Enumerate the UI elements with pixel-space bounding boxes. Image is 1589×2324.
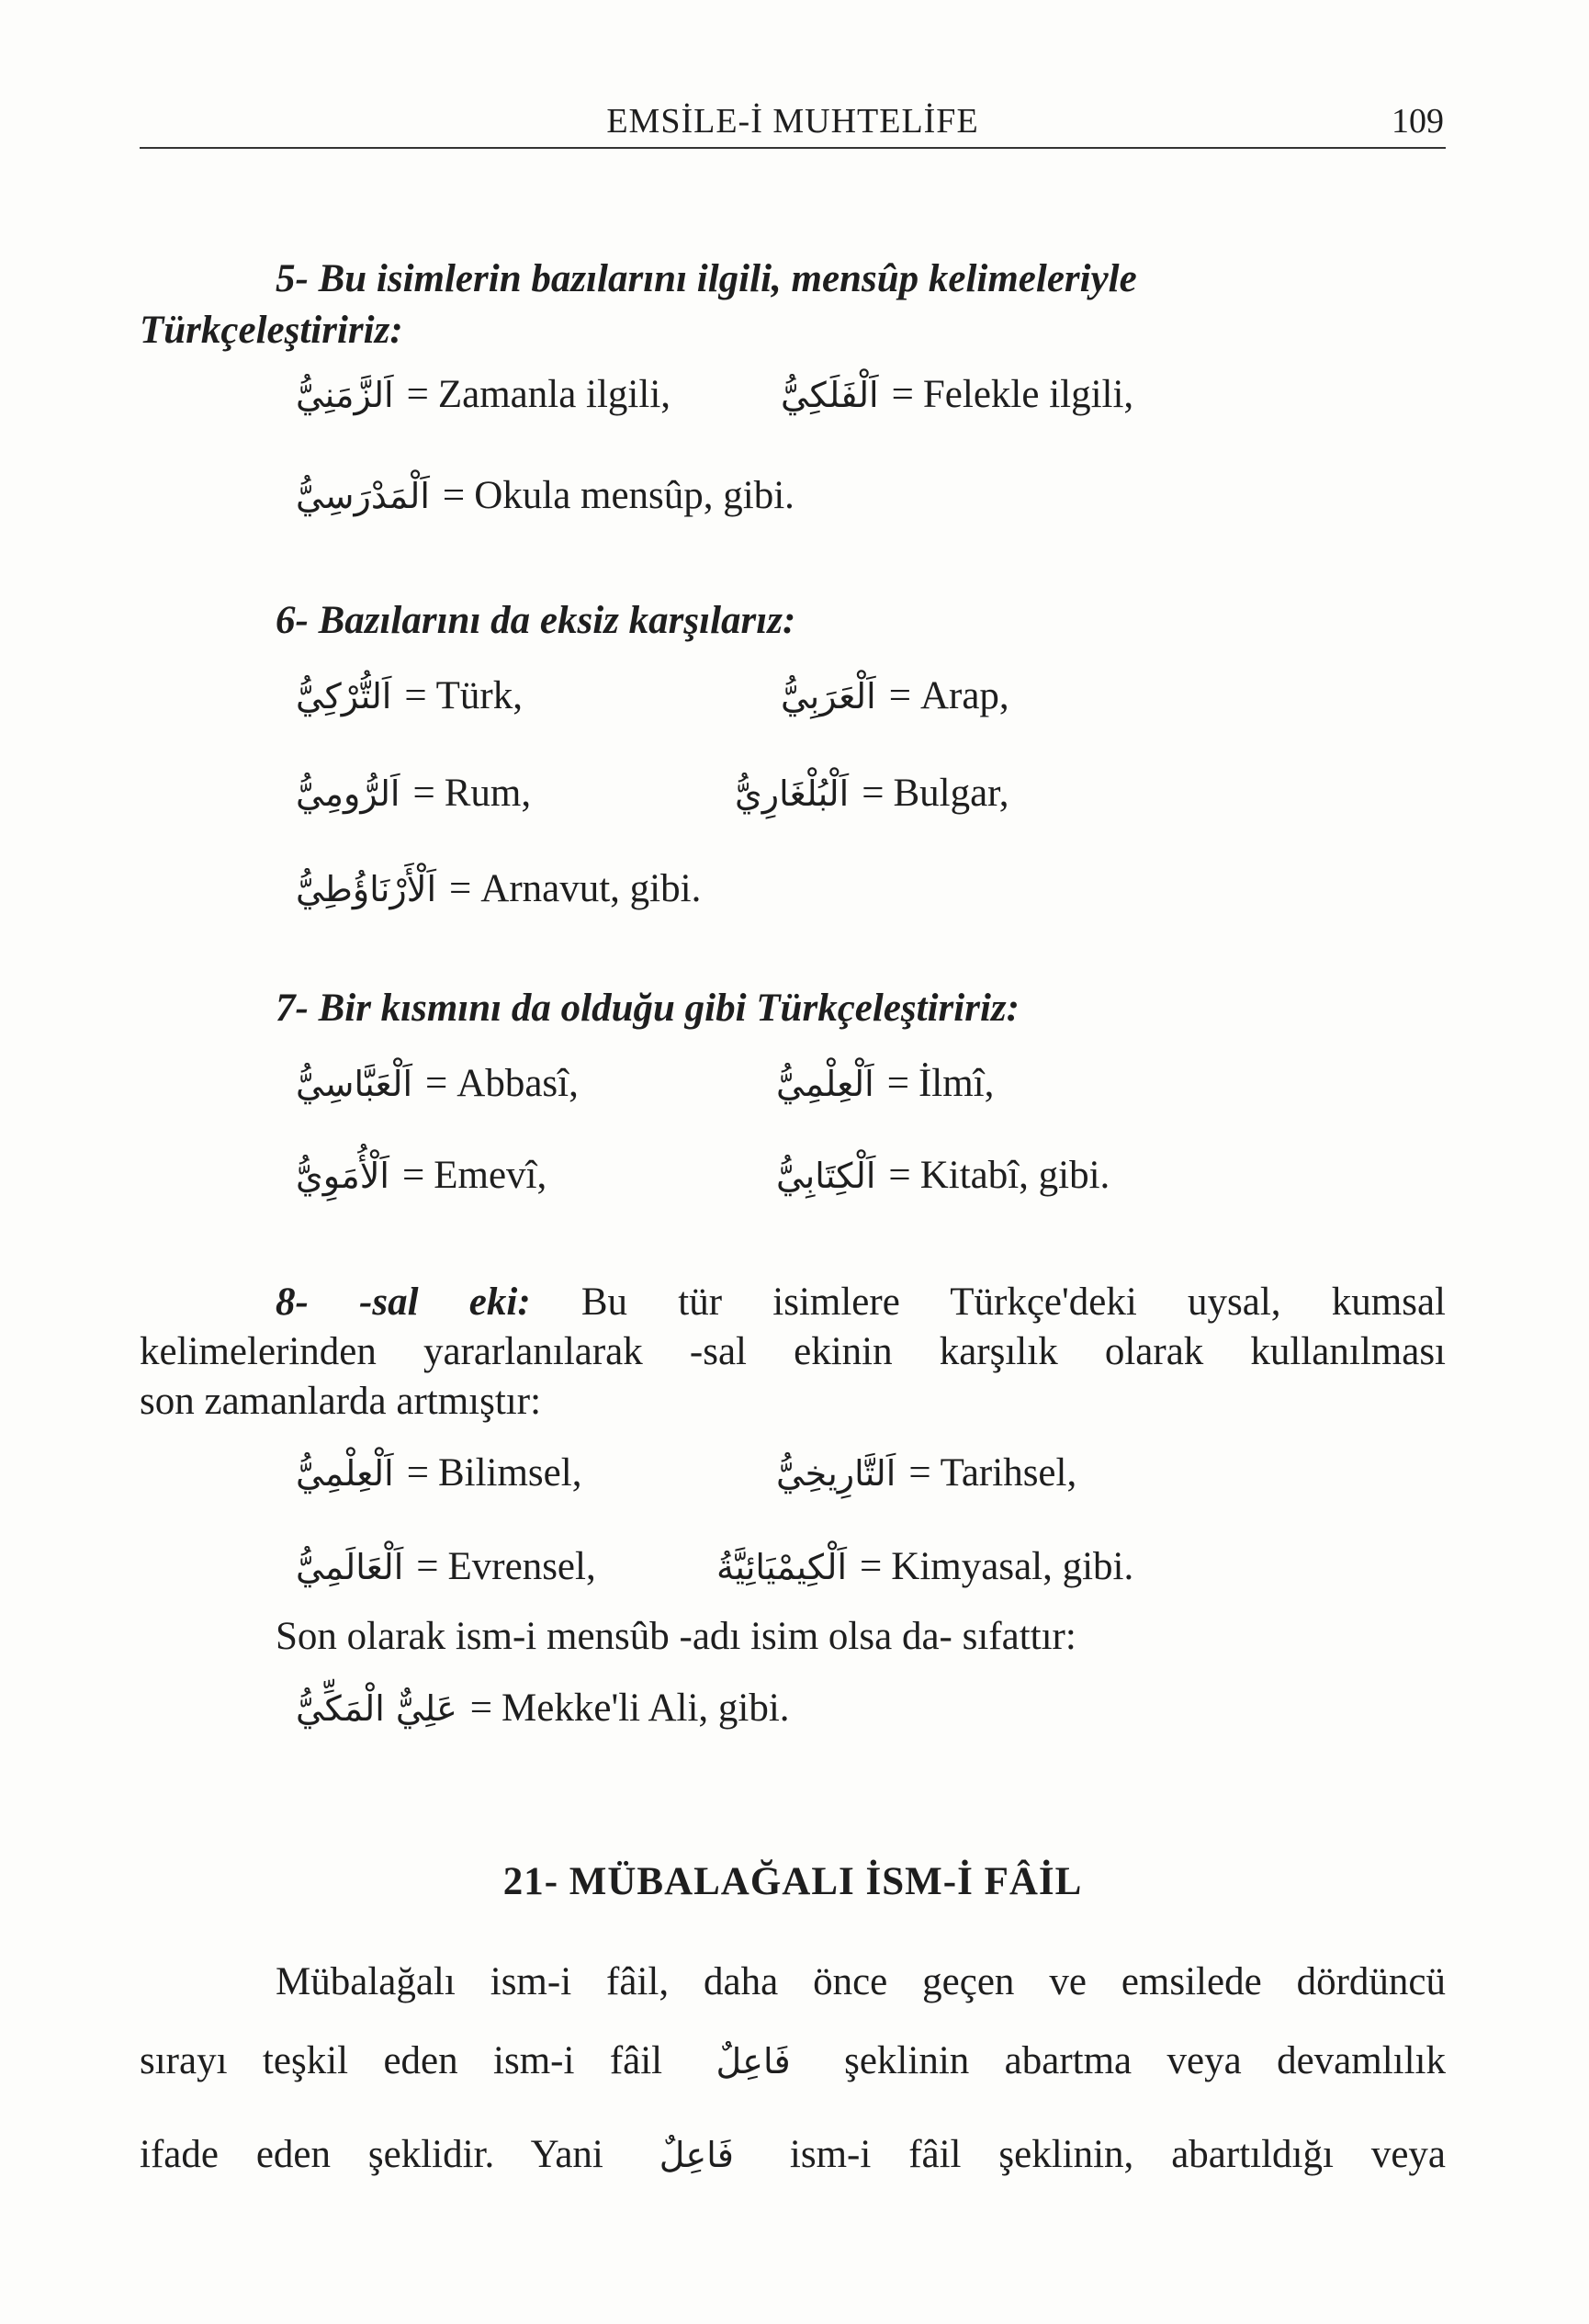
turkish-meaning: Zamanla ilgili, [437, 373, 671, 416]
arabic-word: اَلْكِيمْيَائِيَّةُ [716, 1547, 848, 1587]
section8-label: 8- -sal eki: [276, 1280, 531, 1324]
turkish-meaning: Türk, [435, 674, 523, 717]
running-header [140, 99, 1446, 149]
turkish-meaning: Abbasî, [456, 1062, 579, 1105]
equals-sign: = [449, 867, 472, 910]
para-text: ism-i fâil şeklinin, abartıldığı veya [789, 2133, 1447, 2176]
para-text: şeklinin abartma veya devamlılık [844, 2039, 1446, 2082]
section8-entry [716, 1540, 1133, 1595]
turkish-meaning: Emevî, [434, 1154, 547, 1197]
section6-entry [296, 669, 523, 724]
section8-line1-text: Bu tür isimlere Türkçe'deki uysal, kumsal [580, 1280, 1446, 1324]
section8-line2: kelimelerinden yararlanılarak -sal ekinin karşılık olarak kullanılması [140, 1330, 1446, 1373]
section8-entry [296, 1446, 581, 1501]
section6-entry [735, 766, 1009, 821]
arabic-word: اَلزَّمَنِيُّ [296, 375, 394, 415]
turkish-meaning: Bilimsel, [437, 1451, 582, 1495]
turkish-meaning: İlmî, [918, 1062, 995, 1105]
arabic-word: اَلْعِلْمِيُّ [776, 1064, 874, 1104]
arabic-word: عَلِيٌّ الْمَكِّيُّ [296, 1688, 457, 1729]
section5-entry [296, 367, 671, 423]
section8-line1 [276, 1279, 1446, 1326]
section7-heading: 7- Bir kısmını da olduğu gibi Türkçeleştiririz: [276, 987, 1020, 1030]
turkish-meaning: Kitabî, gibi. [919, 1154, 1110, 1197]
equals-sign: = [886, 1062, 909, 1105]
para-text: ifade eden şeklidir. Yani [140, 2133, 603, 2176]
equals-sign: = [862, 772, 885, 815]
turkish-meaning: Bulgar, [893, 772, 1009, 815]
section21-para-line3 [140, 2131, 1446, 2179]
section7-entry [776, 1148, 1110, 1203]
equals-sign: = [891, 373, 914, 416]
arabic-word: اَلتُّرْكِيُّ [296, 676, 392, 716]
turkish-meaning: Felekle ilgili, [922, 373, 1134, 416]
section5-heading-line2: Türkçeleştiririz: [140, 309, 403, 352]
arabic-word: اَلْعِلْمِيُّ [296, 1453, 394, 1494]
section7-entry [296, 1056, 579, 1111]
page-number: 109 [1392, 102, 1444, 141]
equals-sign: = [860, 1545, 883, 1588]
section21-para-line1: Mübalağalı ism-i fâil, daha önce geçen ve emsilede dördüncü [276, 1960, 1446, 2003]
equals-sign: = [412, 772, 435, 815]
arabic-word: اَلْكِتَابِيُّ [776, 1156, 876, 1196]
turkish-meaning: Okula mensûp, gibi. [474, 474, 794, 517]
arabic-word: اَلْبُلْغَارِيُّ [735, 773, 850, 814]
equals-sign: = [908, 1451, 931, 1495]
para-text: sırayı teşkil eden ism-i fâil [140, 2039, 663, 2082]
turkish-meaning: Rum, [444, 772, 532, 815]
section21-heading: 21- MÜBALAĞALI İSM-İ FÂİL [502, 1860, 1083, 1903]
equals-sign: = [416, 1545, 439, 1588]
turkish-meaning: Kimyasal, gibi. [891, 1545, 1134, 1588]
section8-entry [296, 1540, 596, 1595]
arabic-word: اَلْعَالَمِيُّ [296, 1547, 404, 1587]
equals-sign: = [888, 1154, 911, 1197]
section21-para-line2 [140, 2037, 1446, 2085]
arabic-word: اَلْأُمَوِيُّ [296, 1156, 389, 1196]
turkish-meaning: Tarihsel, [940, 1451, 1077, 1495]
section6-entry [781, 669, 1009, 724]
equals-sign: = [406, 373, 429, 416]
section8-line3: son zamanlarda artmıştır: [140, 1380, 542, 1423]
arabic-word: اَلْأَرْنَاؤُطِيُّ [296, 869, 437, 909]
section6-entry [296, 766, 531, 821]
section8-example [296, 1681, 790, 1736]
equals-sign: = [425, 1062, 448, 1105]
section5-entry [781, 367, 1133, 423]
section5-heading-line1: 5- Bu isimlerin bazılarını ilgili, mensûp kelimeleriyle [276, 257, 1137, 300]
arabic-word: فَاعِلٌ [716, 2041, 791, 2081]
arabic-word: اَلرُّومِيُّ [296, 773, 400, 814]
section6-entry [296, 862, 701, 917]
turkish-meaning: Arap, [919, 674, 1009, 717]
arabic-word: اَلْعَبَّاسِيُّ [296, 1064, 413, 1104]
arabic-word: فَاعِلٌ [659, 2135, 734, 2175]
header-title: EMSİLE-İ MUHTELİFE [606, 102, 979, 141]
turkish-meaning: Mekke'li Ali, gibi. [501, 1687, 790, 1730]
section8-note: Son olarak ism-i mensûb -adı isim olsa da- sıfattır: [276, 1615, 1076, 1658]
section8-entry [776, 1446, 1076, 1501]
arabic-word: اَلْفَلَكِيُّ [781, 375, 879, 415]
equals-sign: = [442, 474, 466, 517]
equals-sign: = [406, 1451, 429, 1495]
arabic-word: اَلْعَرَبِيُّ [781, 676, 876, 716]
equals-sign: = [469, 1687, 493, 1730]
section6-heading: 6- Bazılarını da eksiz karşılarız: [276, 599, 796, 642]
equals-sign: = [401, 1154, 425, 1197]
equals-sign: = [404, 674, 427, 717]
section7-entry [776, 1056, 994, 1111]
section5-entry [296, 468, 794, 524]
turkish-meaning: Arnavut, gibi. [480, 867, 702, 910]
arabic-word: اَلتَّارِيخِيُّ [776, 1453, 896, 1494]
equals-sign: = [888, 674, 911, 717]
arabic-word: اَلْمَدْرَسِيُّ [296, 476, 430, 516]
section7-entry [296, 1148, 547, 1203]
turkish-meaning: Evrensel, [447, 1545, 596, 1588]
